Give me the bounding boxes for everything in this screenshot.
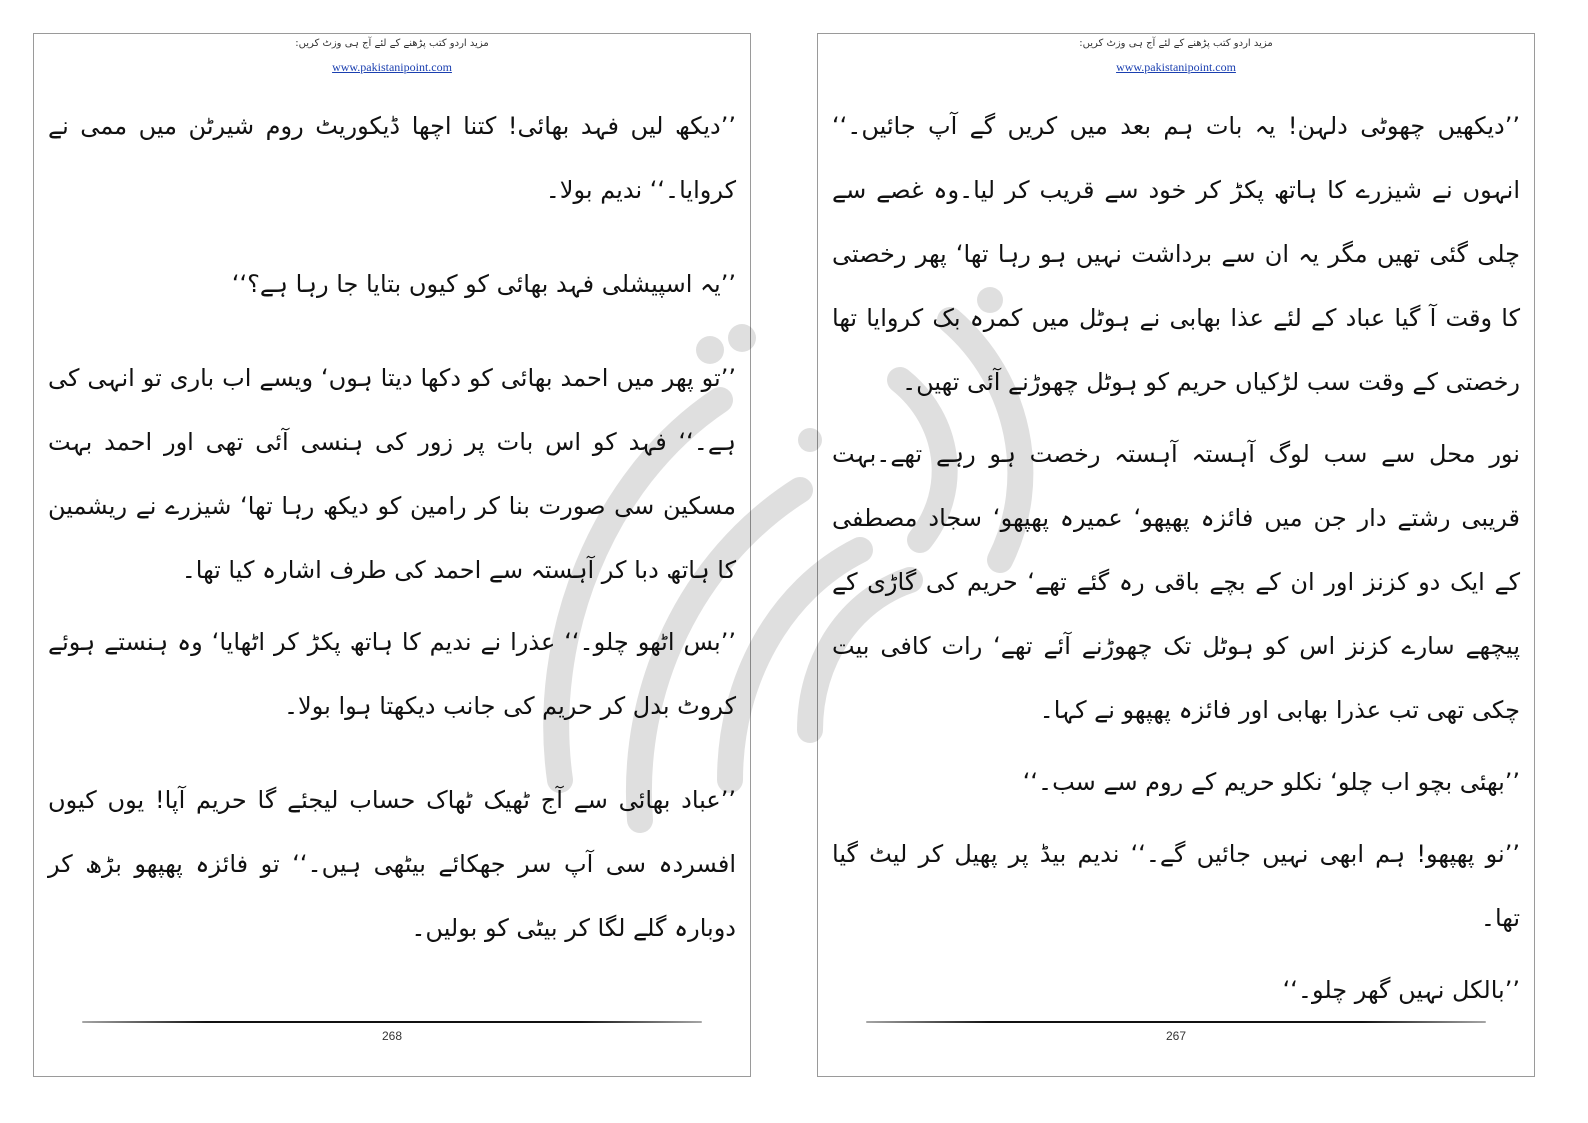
book-page-right [817, 33, 1535, 1077]
paragraph: ’’دیکھ لیں فہد بھائی! کتنا اچھا ڈیکوریٹ روم شیرٹن میں ممی نے کروایا۔‘‘ ندیم بولا۔ [48, 112, 736, 204]
paragraph: ’’دیکھیں چھوٹی دلہن! یہ بات ہم بعد میں کریں گے آپ جائیں۔‘‘ انہوں نے شیزرے کا ہاتھ پکڑ کر خود سے قریب کر لیا۔وہ غصے سے چلی گئی تھیں مگر یہ ان سے برداشت نہیں ہو رہا تھا‘ پھر رخصتی کا وقت آ گیا عباد کے لئے عذا بھابی نے ہوٹل میں کمرہ بک کروایا تھا رخصتی کے وقت سب لڑکیاں حریم کو ہوٹل چھوڑنے آئی تھیں۔ [832, 112, 1520, 396]
footer-rule [866, 1021, 1486, 1023]
paragraph: ’’عباد بھائی سے آج ٹھیک ٹھاک حساب لیجئے گا حریم آپا! یوں کیوں افسردہ سی آپ سر جھکائے بیٹھی ہیں۔‘‘ تو فائزہ پھپھو بڑھ کر دوبارہ گلے لگا کر بیٹی کو بولیں۔ [48, 786, 736, 942]
book-page-left [33, 33, 751, 1077]
page-text [832, 94, 1520, 1030]
website-link[interactable]: www.pakistanipoint.com [332, 60, 452, 74]
paragraph: ’’بھئی بچو اب چلو‘ نکلو حریم کے روم سے سب۔‘‘ [1022, 768, 1520, 796]
website-link[interactable]: www.pakistanipoint.com [1116, 60, 1236, 74]
paragraph: نور محل سے سب لوگ آہستہ آہستہ رخصت ہو رہے تھے۔بہت قریبی رشتے دار جن میں فائزہ پھپھو‘ عمیرہ پھپھو‘ سجاد مصطفی کے ایک دو کزنز اور ان کے بچے باقی رہ گئے تھے‘ حریم کی گاڑی کے پیچھے سارے کزنز اس کو ہوٹل تک چھوڑنے آئے تھے‘ رات کافی بیت چکی تھی تب عذرا بھابی اور فائزہ پھپھو نے کہا۔ [832, 440, 1520, 724]
paragraph: ’’نو پھپھو! ہم ابھی نہیں جائیں گے۔‘‘ ندیم بیڈ پر پھیل کر لیٹ گیا تھا۔ [832, 840, 1520, 932]
footer-rule [82, 1021, 702, 1023]
page-number: 267 [1165, 1029, 1187, 1043]
paragraph: ’’بالکل نہیں گھر چلو۔‘‘ [1282, 976, 1520, 1004]
page-text [48, 94, 736, 990]
header-note: مزید اردو کتب پڑھنے کے لئے آج ہی وزٹ کریں: [295, 38, 489, 49]
paragraph: ’’بس اٹھو چلو۔‘‘ عذرا نے ندیم کا ہاتھ پکڑ کر اٹھایا‘ وہ ہنستے ہوئے کروٹ بدل کر حریم کی جانب دیکھتا ہوا بولا۔ [48, 628, 736, 720]
paragraph: ’’تو پھر میں احمد بھائی کو دکھا دیتا ہوں‘ ویسے اب باری تو انہی کی ہے۔‘‘ فہد کو اس بات پر زور کی ہنسی آئی تھی اور احمد بہت مسکین سی صورت بنا کر رامین کو دیکھ رہا تھا‘ شیزرے نے ریشمین کا ہاتھ دبا کر آہستہ سے احمد کی طرف اشارہ کیا تھا۔ [48, 364, 736, 584]
page-number: 268 [381, 1029, 403, 1043]
header-note: مزید اردو کتب پڑھنے کے لئے آج ہی وزٹ کریں: [1079, 38, 1273, 49]
paragraph: ’’یہ اسپیشلی فہد بھائی کو کیوں بتایا جا رہا ہے؟‘‘ [231, 270, 736, 298]
